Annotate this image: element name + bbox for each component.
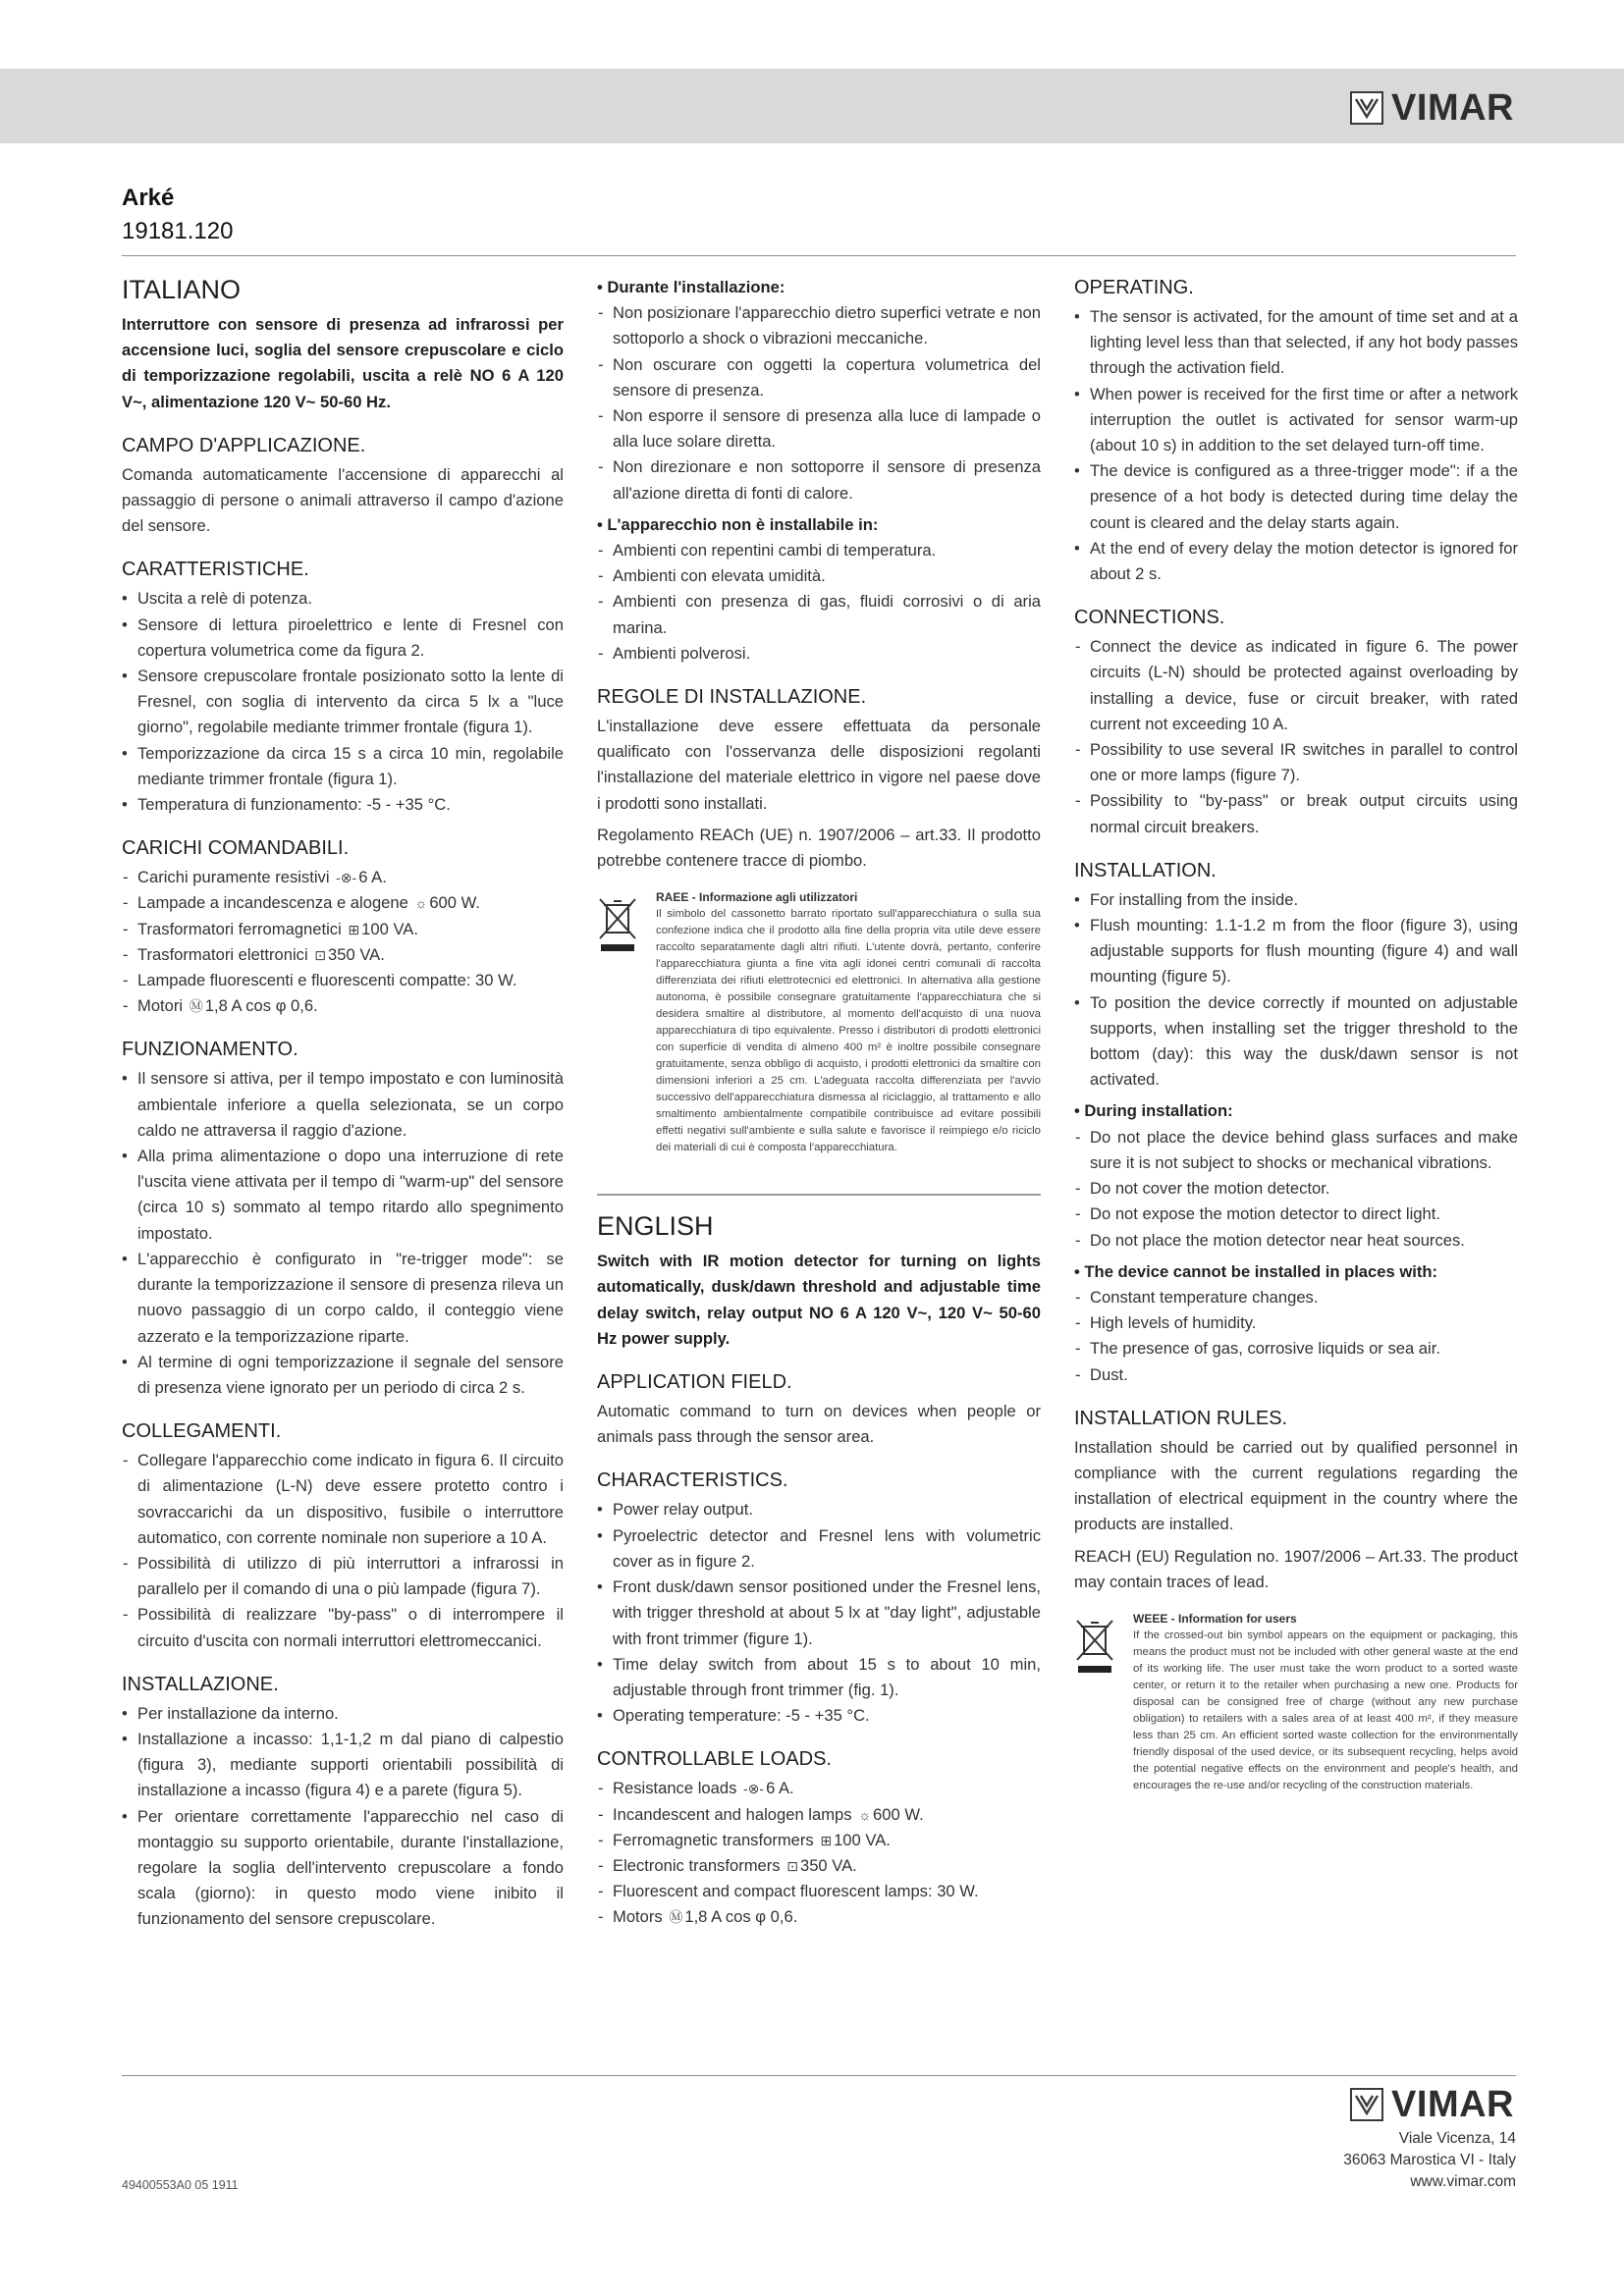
list-item: - Possibility to use several IR switches in parallel to control one or more lamps (figure 7).	[1074, 737, 1518, 788]
ferromagnetic-transformer-icon: ⊞	[820, 1832, 833, 1848]
list-caratteristiche	[122, 586, 564, 818]
weee-text: If the crossed-out bin symbol appears on the equipment or packaging, this means the product must not be included with other general waste at the end of its working life. The user must take the worn product to a sorted waste center, or return it to the retailer when purchasing a new one. Products for disposal can be consigned free of charge (without any new purchase obligation) to retailers with a sales area of at least 400 m², if they measure less than 25 cm. An efficient sorted waste collection for the environmentally friendly disposal of the used device, or its subsequent recycling, helps avoid the potential negative effects on the environment and people's health, and encourages the re-use and/or recycling of the construction materials.	[1133, 1629, 1518, 1791]
list-cannot	[1074, 1285, 1518, 1388]
list-operating	[1074, 304, 1518, 587]
raee-notice	[597, 889, 1041, 1156]
list-item: • Pyroelectric detector and Fresnel lens with volumetric cover as in figure 2.	[597, 1523, 1041, 1575]
electronic-transformer-icon: ⊡	[314, 946, 327, 963]
lamp-icon: ☼	[414, 895, 428, 912]
list-item: • Per installazione da interno.	[122, 1701, 564, 1727]
heading-installation: INSTALLATION.	[1074, 859, 1217, 881]
electronic-transformer-icon: ⊡	[786, 1857, 798, 1874]
website-link[interactable]: www.vimar.com	[1410, 2173, 1516, 2190]
list-item: • Temperatura di funzionamento: -5 - +35 °C.	[122, 792, 564, 818]
heading-rules: INSTALLATION RULES.	[1074, 1407, 1288, 1429]
list-item: - Constant temperature changes.	[1074, 1285, 1518, 1310]
top-divider	[122, 255, 1516, 256]
address-city: 36063 Marostica VI - Italy	[1343, 2152, 1516, 2168]
list-item: - Ambienti con elevata umidità.	[597, 563, 1041, 589]
list-item: - Non direzionare e non sottoporre il sensore di presenza all'azione diretta di fonti di calore.	[597, 454, 1041, 506]
company-address	[1343, 2128, 1516, 2193]
list-item: • Sensore di lettura piroelettrico e lente di Fresnel con copertura volumetrica come da figura 2.	[122, 613, 564, 664]
text-application: Automatic command to turn on devices when people or animals pass through the sensor area.	[597, 1402, 1041, 1447]
list-item: - Ambienti polverosi.	[597, 641, 1041, 667]
list-item: - Possibilità di utilizzo di più interruttori a infrarossi in parallelo per il comando di una o più lampade (figura 7).	[122, 1551, 564, 1602]
list-item: • When power is received for the first time or after a network interruption the outlet is activated for sensor warm-up (about 10 s) in addition to the set delayed turn-off time.	[1074, 382, 1518, 459]
product-name: Arké	[122, 185, 175, 211]
heading-non-installabile: • L'apparecchio non è installabile in:	[597, 514, 879, 534]
text-rules: Installation should be carried out by qualified personnel in compliance with the current regulations regarding the installation of electrical equipment in the country where the products are installed.	[1074, 1437, 1518, 1534]
list-collegamenti	[122, 1448, 564, 1654]
list-item: • Temporizzazione da circa 15 s a circa 10 min, regolabile mediante trimmer frontale (figura 1).	[122, 741, 564, 792]
heading-funzionamento: FUNZIONAMENTO.	[122, 1039, 298, 1061]
list-item: - Trasformatori ferromagnetici ⊞ 100 VA.	[122, 917, 564, 942]
heading-caratteristiche: CARATTERISTICHE.	[122, 559, 309, 581]
list-item: • At the end of every delay the motion detector is ignored for about 2 s.	[1074, 536, 1518, 587]
motor-icon: Ⓜ	[189, 998, 203, 1015]
lamp-icon: ☼	[858, 1806, 872, 1823]
list-item: - Do not place the motion detector near heat sources.	[1074, 1228, 1518, 1254]
vimar-logo	[1350, 89, 1514, 127]
heading-installazione: INSTALLAZIONE.	[122, 1673, 279, 1695]
section-title-italiano: ITALIANO	[122, 275, 242, 304]
list-item: • Uscita a relè di potenza.	[122, 586, 564, 612]
list-item: - Fluorescent and compact fluorescent lamps: 30 W.	[597, 1879, 1041, 1904]
list-item: - Dust.	[1074, 1362, 1518, 1388]
resistive-load-icon: -⊗-	[336, 870, 357, 886]
list-item: - Collegare l'apparecchio come indicato in figura 6. Il circuito di alimentazione (L-N) deve essere protetto contro i sovraccarichi da un dispositivo, fusibile o interruttore automatico, con corrente nominale non superiore a 10 A.	[122, 1448, 564, 1551]
list-item: - Lampade a incandescenza e alogene ☼ 600 W.	[122, 890, 564, 916]
intro-english: Switch with IR motion detector for turning on lights automatically, dusk/dawn threshold and adjustable time delay switch, relay output NO 6 A 120 V~, 120 V~ 50-60 Hz power supply.	[597, 1252, 1041, 1348]
heading-durante: • Durante l'installazione:	[597, 278, 785, 296]
column-italiano-1	[122, 269, 564, 1933]
list-item: - Lampade fluorescenti e fluorescenti compatte: 30 W.	[122, 968, 564, 993]
list-item: - Ambienti con presenza di gas, fluidi corrosivi o di aria marina.	[597, 589, 1041, 640]
list-item: - Trasformatori elettronici ⊡ 350 VA.	[122, 942, 564, 968]
list-item: • Sensore crepuscolare frontale posizionato sotto la lente di Fresnel, con soglia di intervento da circa 5 lx a "luce giorno", regolabile mediante trimmer frontale (figura 1).	[122, 664, 564, 741]
list-item: • The sensor is activated, for the amount of time set and at a lighting level less than that selected, if any hot body passes through the activation field.	[1074, 304, 1518, 382]
heading-carichi: CARICHI COMANDABILI.	[122, 837, 350, 860]
address-street: Viale Vicenza, 14	[1398, 2130, 1516, 2147]
list-item: - Do not expose the motion detector to direct light.	[1074, 1201, 1518, 1227]
document-code: 49400553A0 05 1911	[122, 2178, 239, 2192]
list-item: - Do not cover the motion detector.	[1074, 1176, 1518, 1201]
list-item: • Installazione a incasso: 1,1-1,2 m dal piano di calpestio (figura 3), mediante supporti orientabili possibilità di installazione a incasso (figura 4) e a parete (figura 5).	[122, 1727, 564, 1804]
raee-title: RAEE - Informazione agli utilizzatori	[656, 890, 858, 905]
list-item: - Carichi puramente resistivi -⊗- 6 A.	[122, 865, 564, 890]
list-item: - Ambienti con repentini cambi di temperatura.	[597, 538, 1041, 563]
list-item: - Resistance loads -⊗- 6 A.	[597, 1776, 1041, 1801]
list-item: - Incandescent and halogen lamps ☼ 600 W.	[597, 1802, 1041, 1828]
heading-application: APPLICATION FIELD.	[597, 1371, 792, 1394]
text-reach-it: Regolamento REACh (UE) n. 1907/2006 – art.33. Il prodotto potrebbe contenere tracce di piombo.	[597, 825, 1041, 871]
list-durante	[597, 300, 1041, 507]
weee-notice	[1074, 1611, 1518, 1794]
list-item: • Operating temperature: -5 - +35 °C.	[597, 1703, 1041, 1729]
heading-characteristics: CHARACTERISTICS.	[597, 1469, 788, 1492]
crossed-bin-icon	[597, 889, 644, 1156]
heading-connections: CONNECTIONS.	[1074, 607, 1225, 629]
heading-campo: CAMPO D'APPLICAZIONE.	[122, 434, 366, 456]
list-item: - Electronic transformers ⊡ 350 VA.	[597, 1853, 1041, 1879]
ferromagnetic-transformer-icon: ⊞	[348, 921, 360, 937]
heading-regole: REGOLE DI INSTALLAZIONE.	[597, 686, 867, 709]
list-connections	[1074, 634, 1518, 840]
list-item: - Non oscurare con oggetti la copertura volumetrica del sensore di presenza.	[597, 352, 1041, 403]
brand-name: VIMAR	[1391, 2084, 1514, 2125]
list-item: • L'apparecchio è configurato in "re-trigger mode": se durante la temporizzazione il sensore di presenza rileva un nuovo passaggio di un corpo caldo, il conteggio viene azzerato e la temporizzazione riparte.	[122, 1247, 564, 1350]
list-item: • Al termine di ogni temporizzazione il segnale del sensore di presenza viene ignorato per un periodo di circa 2 s.	[122, 1350, 564, 1401]
intro-italiano: Interruttore con sensore di presenza ad infrarossi per accensione luci, soglia del sensore crepuscolare e ciclo di temporizzazione regolabili, uscita a relè NO 6 A 120 V~, alimentazione 120 V~ 50-60 Hz.	[122, 315, 564, 411]
list-item: - Do not place the device behind glass surfaces and make sure it is not subject to shocks or mechanical vibrations.	[1074, 1125, 1518, 1176]
crossed-bin-icon	[1074, 1611, 1121, 1794]
heading-loads: CONTROLLABLE LOADS.	[597, 1748, 832, 1771]
heading-cannot: • The device cannot be installed in places with:	[1074, 1261, 1438, 1281]
resistive-load-icon: -⊗-	[743, 1781, 765, 1797]
list-item: • To position the device correctly if mounted on adjustable supports, when installing set the trigger threshold to the bottom (day): this way the dusk/dawn sensor is not activated.	[1074, 990, 1518, 1094]
section-title-english: ENGLISH	[597, 1211, 714, 1242]
heading-operating: OPERATING.	[1074, 277, 1194, 298]
list-item: • Time delay switch from about 15 s to about 10 min, adjustable through front trimmer (fig. 1).	[597, 1652, 1041, 1703]
column-english-2	[1074, 269, 1518, 1802]
list-item: • For installing from the inside.	[1074, 887, 1518, 913]
list-installazione	[122, 1701, 564, 1933]
heading-during: • During installation:	[1074, 1101, 1233, 1121]
text-reach-en: REACH (EU) Regulation no. 1907/2006 – Art.33. The product may contain traces of lead.	[1074, 1546, 1518, 1591]
heading-collegamenti: COLLEGAMENTI.	[122, 1420, 282, 1443]
list-funzionamento	[122, 1066, 564, 1401]
list-during	[1074, 1125, 1518, 1254]
list-item: - Ferromagnetic transformers ⊞ 100 VA.	[597, 1828, 1041, 1853]
product-code: 19181.120	[122, 218, 234, 244]
list-item: - Non esporre il sensore di presenza alla luce di lampade o alla luce solare diretta.	[597, 403, 1041, 454]
list-item: • Power relay output.	[597, 1497, 1041, 1522]
list-item: - The presence of gas, corrosive liquids or sea air.	[1074, 1336, 1518, 1362]
list-item: - Possibility to "by-pass" or break output circuits using normal circuit breakers.	[1074, 788, 1518, 839]
list-item: - Motori Ⓜ 1,8 A cos φ 0,6.	[122, 993, 564, 1019]
weee-title: WEEE - Information for users	[1133, 1611, 1297, 1626]
vimar-logo-icon	[1350, 2088, 1383, 2121]
vimar-logo-icon	[1350, 91, 1383, 125]
list-item: - Non posizionare l'apparecchio dietro superfici vetrate e non sottoporlo a shock o vibrazioni meccaniche.	[597, 300, 1041, 351]
list-item: - High levels of humidity.	[1074, 1310, 1518, 1336]
brand-name: VIMAR	[1391, 87, 1514, 129]
list-item: - Motors Ⓜ 1,8 A cos φ 0,6.	[597, 1904, 1041, 1930]
bottom-divider	[122, 2075, 1516, 2076]
text-regole: L'installazione deve essere effettuata da personale qualificato con l'osservanza delle disposizioni regolanti l'installazione del materiale elettrico in vigore nel paese dove i prodotti sono installati.	[597, 717, 1041, 813]
list-carichi	[122, 865, 564, 1019]
list-installation	[1074, 887, 1518, 1094]
language-divider	[597, 1194, 1041, 1196]
motor-icon: Ⓜ	[669, 1909, 683, 1926]
list-item: • The device is configured as a three-trigger mode": if a the presence of a hot body is detected during time delay the count is cleared and the delay starts again.	[1074, 458, 1518, 536]
list-item: • Per orientare correttamente l'apparecchio nel caso di montaggio su supporto orientabile, durante l'installazione, regolare la soglia dell'intervento crepuscolare a fondo scala (giorno): in questo modo viene inibito il funzionamento del sensore crepuscolare.	[122, 1804, 564, 1933]
list-non-installabile	[597, 538, 1041, 667]
list-item: • Flush mounting: 1.1-1.2 m from the floor (figure 3), using adjustable supports for flush mounting (figure 4) and wall mounting (figure 5).	[1074, 913, 1518, 990]
list-characteristics	[597, 1497, 1041, 1729]
text-campo: Comanda automaticamente l'accensione di apparecchi al passaggio di persone o animali attraverso il campo d'azione del sensore.	[122, 464, 564, 536]
list-item: • Il sensore si attiva, per il tempo impostato e con luminosità ambientale inferiore a quella selezionata, se un corpo caldo ne attraversa il raggio d'azione.	[122, 1066, 564, 1144]
vimar-footer-logo	[1350, 2086, 1514, 2123]
list-item: - Connect the device as indicated in figure 6. The power circuits (L-N) should be protected against overloading by installing a device, fuse or circuit breaker, with rated current not exceeding 10 A.	[1074, 634, 1518, 737]
raee-text: Il simbolo del cassonetto barrato riportato sull'apparecchiatura o sulla sua confezione indica che il prodotto alla fine della propria vita utile deve essere raccolto separatamente dagli altri rifiuti. L'utente dovrà, pertanto, conferire l'apparecchiatura giunta a fine vita agli idonei centri comunali di raccolta differenziata dei rifiuti elettrotecnici ed elettronici. In alternativa alla gestione autonoma, è possibile consegnare gratuitamente l'apparecchiatura che si desidera smaltire al distributore, al momento dell'acquisto di una nuova apparecchiatura di tipo equivalente. Presso i distributori di prodotti elettronici con superficie di vendita di almeno 400 m² è inoltre possibile consegnare gratuitamente, senza obbligo di acquisto, i prodotti elettronici da smaltire con dimensioni inferiori a 25 cm. L'adeguata raccolta differenziata per l'avvio successivo dell'apparecchiatura dismessa al riciclaggio, al trattamento e allo smaltimento ambientalmente compatibile contribuisce ad evitare possibili effetti negativi sull'ambiente e sulla salute e favorisce il reimpiego e/o riciclo dei materiali di cui è composta l'apparecchiatura.	[656, 908, 1041, 1154]
list-item: • Front dusk/dawn sensor positioned under the Fresnel lens, with trigger threshold at about 5 lx at "day light", adjustable with front trimmer (figure 1).	[597, 1575, 1041, 1652]
list-loads	[597, 1776, 1041, 1930]
list-item: • Alla prima alimentazione o dopo una interruzione di rete l'uscita viene attivata per il tempo di "warm-up" del sensore (circa 10 s) sommato al tempo ritardo allo spegnimento impostato.	[122, 1144, 564, 1247]
column-2	[597, 269, 1041, 1931]
list-item: - Possibilità di realizzare "by-pass" o di interrompere il circuito d'uscita con normali interruttori elettromeccanici.	[122, 1602, 564, 1653]
